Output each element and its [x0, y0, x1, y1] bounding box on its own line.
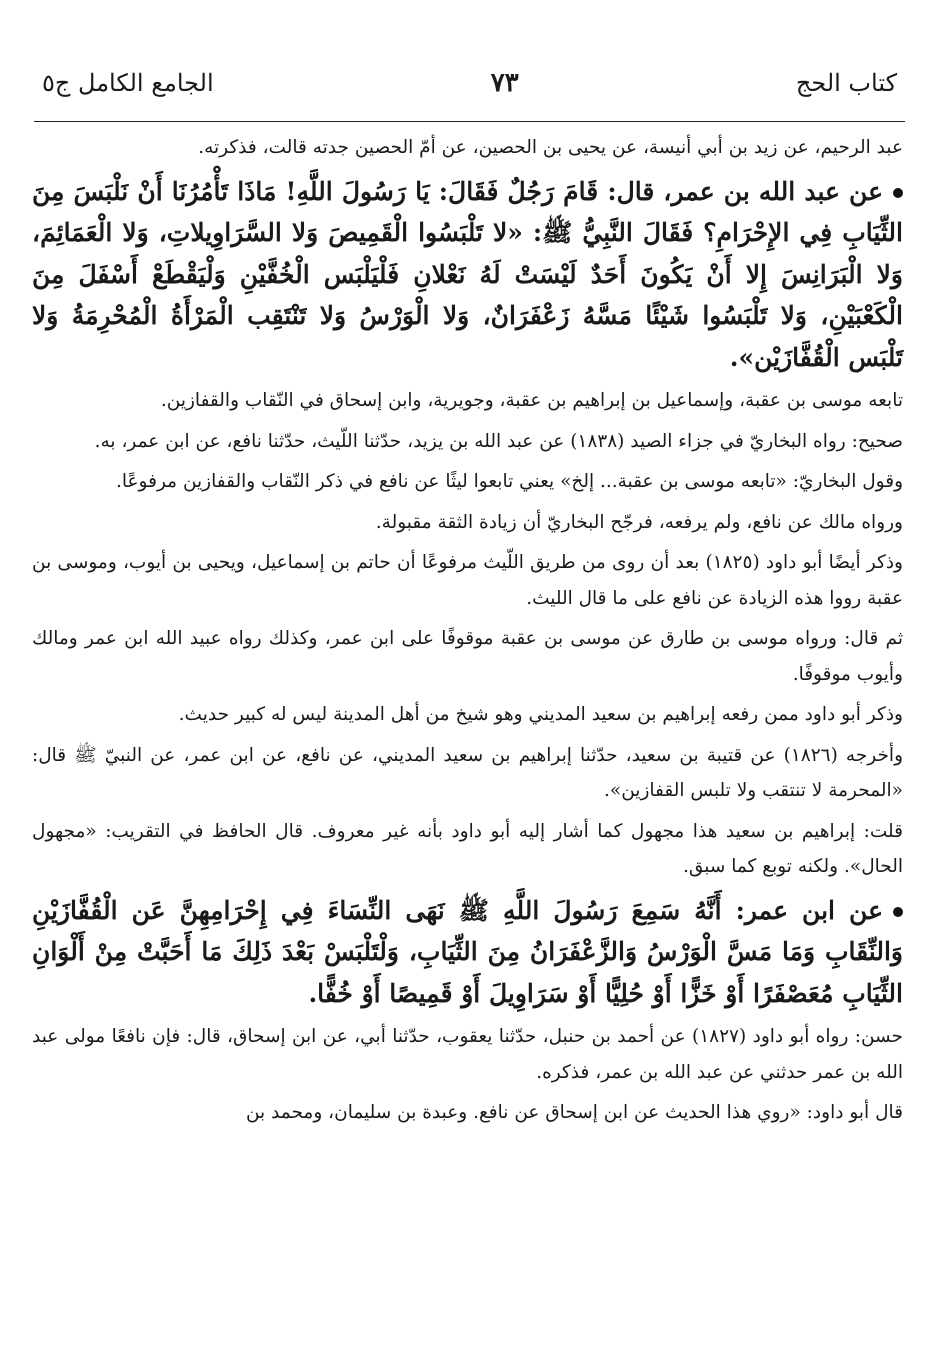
text-paragraph: وذكر أبو داود ممن رفعه إبراهيم بن سعيد المديني وهو شيخ من أهل المدينة ليس له كبير حديث.	[178, 704, 903, 725]
text-paragraph: حسن: رواه أبو داود (١٨٢٧) عن أحمد بن حنبل، حدّثنا يعقوب، حدّثنا أبي، عن ابن إسحاق، قال: فإن نافعًا مولى عبد الله بن عمر حدثني عن عبد الله بن عمر، فذكره.	[32, 1026, 903, 1083]
hadith-paragraph	[32, 171, 903, 379]
header-rule	[34, 121, 905, 122]
text-paragraph: ورواه مالك عن نافع، ولم يرفعه، فرجّح البخاريّ أن زيادة الثقة مقبولة.	[375, 511, 903, 533]
text-paragraph: صحيح: رواه البخاريّ في جزاء الصيد (١٨٣٨) عن عبد الله بن يزيد، حدّثنا اللّيث، حدّثنا نافع، عن ابن عمر، به.	[94, 430, 903, 452]
book-title: الجامع الكامل ج٥	[42, 69, 214, 97]
text-paragraph: وذكر أيضًا أبو داود (١٨٢٥) بعد أن روى من طريق اللّيث مرفوعًا أن حاتم بن إسماعيل، ويحيى بن أيوب، وموسى بن عقبة رووا هذه الزيادة عن نافع على ما قال الليث.	[32, 552, 903, 609]
book-section-title: كتاب الحج	[795, 69, 897, 97]
hadith-text: عن ابن عمر: أَنَّهُ سَمِعَ رَسُولَ اللَّهِ ﷺ نَهَى النِّسَاءَ فِي إِحْرَامِهِنَّ عَن الْقُفَّازَيْنِ وَالنِّقَابِ وَمَا مَسَّ الْوَرْسُ وَالزَّعْفَرَانُ مِنَ الثِّيَابِ، وَلْتَلْبَسْ بَعْدَ ذَلِكَ مَا أَحَبَّتْ مِنْ أَلْوَانِ الثِّيَابِ مُعَصْفَرًا أَوْ خَزًّا أَوْ حُلِيًّا أَوْ سَرَاوِيلَ أَوْ قَمِيصًا أَوْ خُفًّا.	[32, 895, 903, 1008]
hadith-text: عن عبد الله بن عمر، قال: قَامَ رَجُلٌ فَقَالَ: يَا رَسُولَ اللَّهِ! مَاذَا تَأْمُرُنَا أَنْ نَلْبَسَ مِنَ الثِّيَابِ فِي الإِحْرَامِ؟ فَقَالَ النَّبِيُّ ﷺ: «لا تَلْبَسُوا الْقَمِيصَ وَلا السَّرَاوِيلاتِ، وَلا الْعَمَائِمَ، وَلا الْبَرَانِسَ إِلا أَنْ يَكُونَ أَحَدٌ لَيْسَتْ لَهُ نَعْلانِ فَلْيَلْبَس الْخُفَّيْنِ وَلْيَقْطَعْ أَسْفَلَ مِنَ الْكَعْبَيْنِ، وَلا تَلْبَسُوا شَيْئًا مَسَّهُ زَعْفَرَانٌ، وَلا الْوَرْسُ وَلا تَنْتَقِب الْمَرْأَةُ الْمُحْرِمَةُ وَلا تَلْبَس الْقُفَّازَيْن».	[32, 176, 903, 372]
page-body	[32, 130, 903, 1372]
bullet-icon	[893, 188, 903, 198]
hadith-paragraph	[32, 890, 903, 1015]
bullet-icon	[893, 907, 903, 917]
text-paragraph: وأخرجه (١٨٢٦) عن قتيبة بن سعيد، حدّثنا إبراهيم بن سعيد المديني، عن نافع، عن ابن عمر، عن النبيّ ﷺ قال: «المحرمة لا تنتقب ولا تلبس القفازين».	[32, 744, 903, 801]
text-paragraph: وقول البخاريّ: «تابعه موسى بن عقبة... إلخ» يعني تابعوا ليثًا عن نافع في ذكر النّقاب والقفازين مرفوعًا.	[116, 471, 903, 492]
running-header	[42, 58, 897, 108]
text-paragraph: قلت: إبراهيم بن سعيد هذا مجهول كما أشار إليه أبو داود بأنه غير معروف. قال الحافظ في التقريب: «مجهول الحال». ولكنه توبع كما سبق.	[32, 820, 903, 877]
text-paragraph: ثم قال: ورواه موسى بن طارق عن موسى بن عقبة موقوفًا على ابن عمر، وكذلك رواه عبيد الله ابن عمر ومالك وأيوب موقوفًا.	[32, 628, 903, 685]
page-number: ٧٣	[490, 68, 519, 98]
text-paragraph: عبد الرحيم، عن زيد بن أبي أنيسة، عن يحيى بن الحصين، عن أمّ الحصين جدته قالت، فذكرته.	[198, 137, 903, 158]
text-paragraph: قال أبو داود: «روي هذا الحديث عن ابن إسحاق عن نافع. وعبدة بن سليمان، ومحمد بن	[245, 1102, 903, 1123]
text-paragraph: تابعه موسى بن عقبة، وإسماعيل بن إبراهيم بن عقبة، وجويرية، وابن إسحاق في النّقاب والقفازين.	[160, 390, 903, 411]
